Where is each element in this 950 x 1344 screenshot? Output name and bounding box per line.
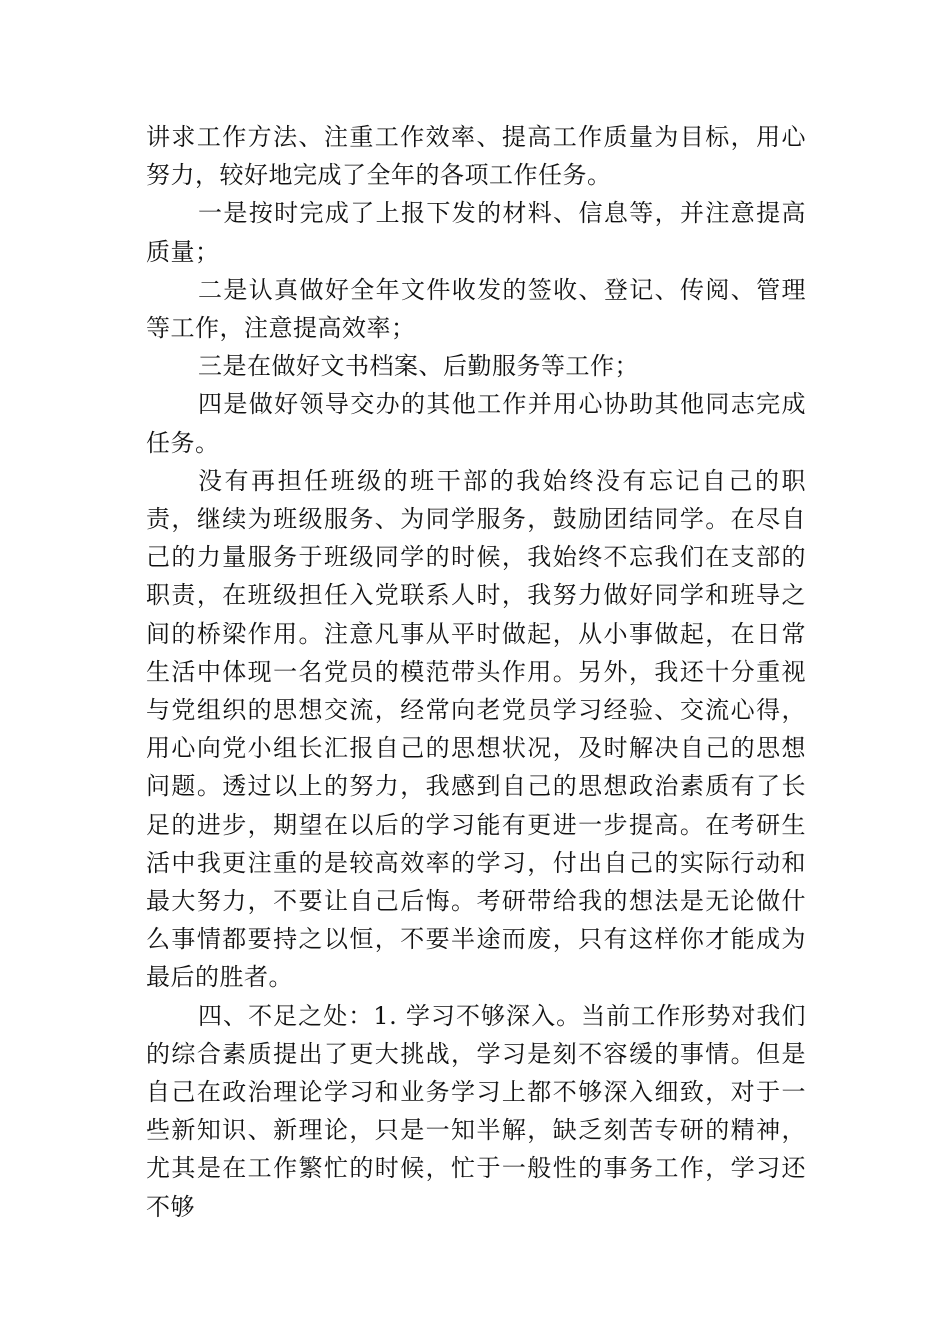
paragraph-item-3: 三是在做好文书档案、后勤服务等工作； [198,352,639,381]
paragraph-continuation: 讲求工作方法、注重工作效率、提高工作质量为目标，用心努力，较好地完成了全年的各项工作任务。 [146,123,806,190]
document-body [146,118,806,1226]
paragraph-item-1: 一是按时完成了上报下发的材料、信息等，并注意提高质量； [146,199,806,266]
paragraph-class-service: 没有再担任班级的班干部的我始终没有忘记自己的职责，继续为班级服务、为同学服务，鼓励团结同学。在尽自己的力量服务于班级同学的时候，我始终不忘我们在支部的职责，在班级担任入党联系人时，我努力做好同学和班导之间的桥梁作用。注意凡事从平时做起，从小事做起，在日常生活中体现一名党员的模范带头作用。另外，我还十分重视与党组织的思想交流，经常向老党员学习经验、交流心得，用心向党小组长汇报自己的思想状况，及时解决自己的思想问题。透过以上的努力，我感到自己的思想政治素质有了长足的进步，期望在以后的学习能有更进一步提高。在考研生活中我更注重的是较高效率的学习，付出自己的实际行动和最大努力，不要让自己后悔。考研带给我的想法是无论做什么事情都要持之以恒，不要半途而废，只有这样你才能成为最后的胜者。 [146,466,806,992]
paragraph-item-4: 四是做好领导交办的其他工作并用心协助其他同志完成任务。 [146,390,806,457]
paragraph-item-2: 二是认真做好全年文件收发的签收、登记、传阅、管理等工作，注意提高效率； [146,275,806,343]
paragraph-shortcomings: 四、不足之处：1. 学习不够深入。当前工作形势对我们的综合素质提出了更大挑战，学习是刻不容缓的事情。但是自己在政治理论学习和业务学习上都不够深入细致，对于一些新知识、新理论，只是一知半解，缺乏刻苦专研的精神，尤其是在工作繁忙的时候，忙于一般性的事务工作，学习还不够 [146,1001,806,1221]
